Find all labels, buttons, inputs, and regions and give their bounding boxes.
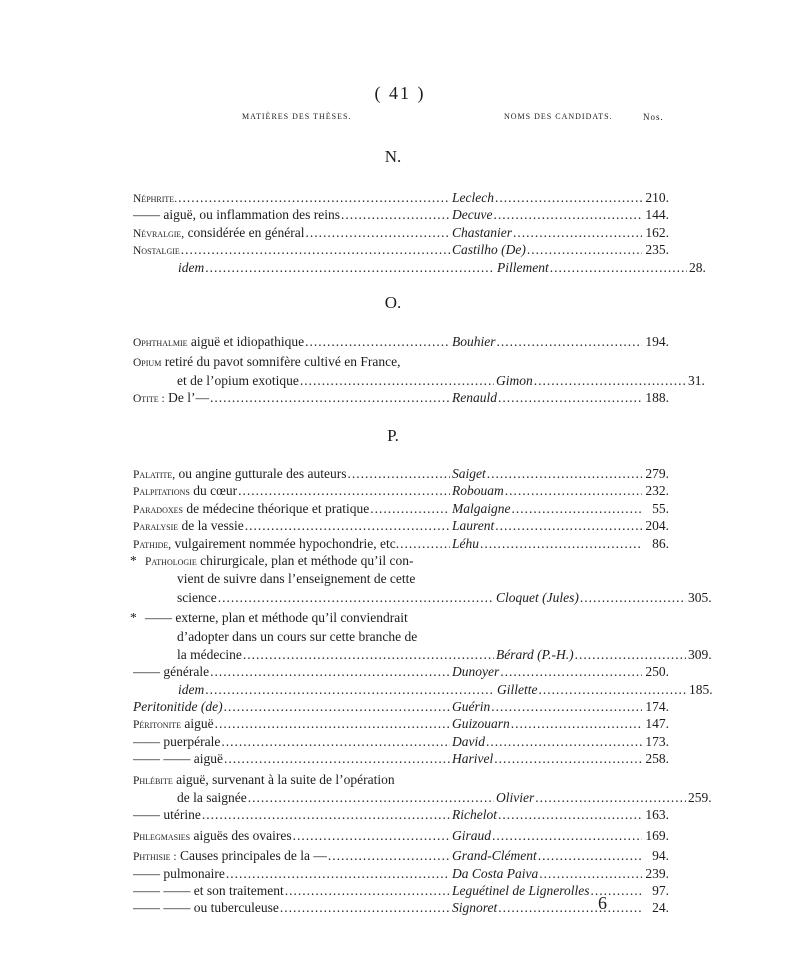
entry-rest: pulmonaire — [160, 865, 225, 881]
index-entry — [133, 389, 669, 406]
entry-candidate: Malgaigne — [452, 500, 511, 516]
column-header-candidates: NOMS DES CANDIDATS. — [504, 112, 613, 121]
entry-rest: ou angine gutturale des auteurs — [175, 466, 347, 481]
entry-number: 204. — [645, 518, 669, 534]
entry-head: —— — [133, 207, 160, 223]
entry-mark: * — [130, 610, 137, 626]
entry-head: —— — [133, 733, 160, 749]
section-letter-p: P. — [387, 426, 399, 445]
entry-head: —— — [133, 664, 160, 680]
entry-number: 169. — [645, 827, 669, 843]
entry-head: Névralgie, — [133, 227, 185, 240]
entry-number: 188. — [645, 390, 669, 406]
entry-continuation: la médecine — [177, 646, 242, 662]
entry-number: 194. — [645, 334, 669, 349]
entry-candidate: Robouam — [452, 483, 504, 499]
index-entry — [130, 609, 712, 663]
entry-number: 55. — [652, 500, 669, 516]
index-entry — [133, 865, 669, 882]
index-entry — [133, 882, 669, 899]
index-entry — [133, 663, 669, 680]
index-entry — [133, 681, 713, 698]
index-entry — [133, 899, 669, 916]
entry-continuation: de la saignée — [177, 790, 247, 806]
entry-number: 250. — [645, 664, 669, 680]
entry-number: 235. — [645, 242, 669, 258]
entry-head: —— —— — [133, 751, 191, 767]
entry-candidate: Guérin — [452, 699, 491, 715]
entry-rest: aiguë — [181, 716, 214, 732]
entry-head: Otite : — [133, 393, 165, 406]
column-header-subjects: MATIÈRES DES THÈSES. — [242, 112, 352, 121]
entry-number: 305. — [688, 589, 712, 605]
entry-head: Ophthalmie — [133, 337, 188, 349]
index-entry — [133, 259, 706, 276]
entry-candidate: Giraud — [452, 827, 492, 843]
entry-head: Opium — [133, 357, 162, 370]
entry-number: 185. — [689, 681, 713, 697]
entry-number: 94. — [652, 848, 669, 864]
entry-rest: chirurgicale, plan et méthode qu’il con- — [196, 552, 414, 568]
entry-head: Paralysie — [133, 521, 179, 534]
entry-head: Pathide, — [133, 538, 172, 551]
entry-number: 232. — [645, 483, 669, 499]
index-entry — [133, 241, 669, 258]
entry-candidate: Bouhier — [452, 334, 496, 349]
entry-head: Nostalgie — [133, 245, 180, 258]
entry-number: 162. — [645, 224, 669, 240]
entry-head: —— — [145, 610, 172, 626]
entry-rest: du cœur — [189, 483, 238, 499]
entry-rest: de la vessie — [178, 518, 244, 534]
entry-number: 173. — [645, 733, 669, 749]
entry-number: 210. — [645, 190, 669, 205]
entry-candidate: Harivel — [452, 751, 494, 767]
index-entry — [133, 750, 669, 767]
entry-candidate: Léhu — [452, 535, 479, 551]
entry-head: Péritonite — [133, 719, 182, 732]
entry-number: 239. — [645, 865, 669, 881]
index-entry — [133, 847, 669, 864]
section-letter-o: O. — [384, 293, 402, 312]
entry-candidate: Olivier — [496, 790, 535, 806]
entry-candidate: David — [452, 733, 485, 749]
index-entry — [133, 535, 669, 552]
entry-candidate: Gillette — [497, 681, 538, 697]
entry-candidate: Pillement — [497, 259, 549, 275]
entry-continuation-1: vient de suivre dans l’enseignement de cette — [177, 571, 416, 587]
section-n-entries — [133, 189, 706, 276]
entry-head: —— — [133, 865, 160, 881]
section-letter-n: N. — [384, 147, 402, 166]
entry-head: Palpitations — [133, 486, 190, 499]
page-number: ( 41 ) — [374, 83, 426, 103]
index-entry — [133, 353, 705, 389]
entry-number: 31. — [688, 372, 705, 388]
entry-rest: puerpérale — [160, 733, 221, 749]
entry-number: 258. — [645, 751, 669, 767]
entry-rest: aiguë et idiopathique — [187, 334, 305, 349]
entry-rest: aiguës des ovaires — [190, 827, 292, 843]
index-entry — [133, 806, 669, 823]
entry-rest: aiguë, survenant à la suite de l’opération — [172, 771, 395, 787]
entry-head: Paradoxes — [133, 503, 183, 516]
entry-rest: et son traitement — [190, 882, 284, 898]
entry-candidate: Chastanier — [452, 224, 513, 240]
entry-continuation-1: d’adopter dans un cours sur cette branche de — [177, 628, 418, 644]
entry-mark: * — [130, 552, 137, 568]
entry-number: 28. — [689, 259, 706, 275]
entry-number: 174. — [645, 699, 669, 715]
entry-candidate: Gimon — [496, 372, 533, 388]
index-entry — [133, 465, 669, 482]
entry-candidate: Bérard (P.-H.) — [496, 646, 574, 662]
entry-continuation: science — [177, 589, 217, 605]
entry-head: —— —— — [133, 900, 191, 916]
entry-candidate: Castilho (De) — [452, 242, 526, 258]
entry-number: 24. — [652, 900, 669, 916]
entry-head: Palatite, — [133, 469, 176, 481]
index-entry — [133, 733, 669, 750]
entry-continuation: et de l’opium exotique — [177, 372, 299, 388]
entry-number: 144. — [645, 207, 669, 223]
entry-head: idem — [178, 681, 205, 697]
entry-number: 86. — [652, 535, 669, 551]
index-entry — [133, 189, 669, 206]
entry-candidate: Leguétinel de Lignerolles — [452, 882, 590, 898]
entry-candidate: Richelot — [452, 807, 497, 823]
entry-candidate: Signoret — [452, 900, 498, 916]
index-entry — [133, 715, 669, 732]
entry-candidate: Laurent — [452, 518, 495, 534]
entry-rest: De l’— — [164, 390, 209, 406]
entry-number: 147. — [645, 716, 669, 732]
entry-candidate: Renauld — [452, 390, 497, 406]
entry-candidate: Decuve — [452, 207, 493, 223]
entry-head: Phlébite — [133, 774, 173, 787]
index-entry — [130, 552, 712, 606]
index-entry — [133, 517, 669, 534]
entry-rest: externe, plan et méthode qu’il conviendrait — [172, 610, 408, 626]
entry-rest: Causes principales de la — — [176, 848, 327, 864]
entry-candidate: Saiget — [452, 466, 486, 481]
entry-candidate: Grand-Clément — [452, 848, 537, 864]
index-entry — [133, 224, 669, 241]
index-entry — [133, 771, 712, 807]
entry-head: —— —— — [133, 882, 191, 898]
entry-head: Pathologie — [145, 555, 197, 568]
entry-head: Phthisie : — [133, 851, 177, 864]
index-entry — [133, 206, 669, 223]
entry-rest: aiguë, ou inflammation des reins — [160, 207, 340, 223]
entry-candidate: Cloquet (Jules) — [496, 589, 579, 605]
column-header-numbers: Nos. — [643, 112, 664, 122]
entry-rest: de médecine théorique et pratique — [182, 500, 370, 516]
entry-rest: retiré du pavot somnifère cultivé en France, — [161, 354, 401, 370]
entry-rest: vulgairement nommée hypochondrie, etc. — [171, 535, 400, 551]
entry-candidate: Guizouarn — [452, 716, 510, 732]
section-p-entries — [130, 465, 713, 917]
entry-head: —— — [133, 807, 160, 823]
entry-number: 259. — [688, 790, 712, 806]
entry-head: Phlegmasies — [133, 830, 191, 843]
index-entry — [133, 333, 669, 350]
entry-number: 279. — [645, 466, 669, 481]
entry-rest: ou tuberculeuse — [190, 900, 279, 916]
entry-rest: générale — [160, 664, 210, 680]
entry-rest: considérée en général — [184, 224, 305, 240]
entry-candidate: Leclech — [452, 190, 494, 205]
entry-number: 163. — [645, 807, 669, 823]
entry-candidate: Dunoyer — [452, 664, 500, 680]
index-entry — [133, 482, 669, 499]
entry-number: 97. — [652, 882, 669, 898]
entry-head: Peritonitide (de) — [133, 699, 223, 715]
entry-rest: aiguë — [190, 751, 223, 767]
entry-number: 309. — [688, 646, 712, 662]
index-entry — [133, 827, 669, 844]
section-o-entries — [133, 333, 705, 407]
entry-candidate: Da Costa Paiva — [452, 865, 539, 881]
index-entry — [133, 500, 669, 517]
signature-mark: 6 — [598, 893, 607, 913]
entry-rest: utérine — [160, 807, 201, 823]
entry-first-line — [133, 353, 669, 371]
entry-head: idem — [178, 259, 205, 275]
index-entry — [133, 698, 669, 715]
entry-head: Néphrite. — [133, 193, 178, 205]
